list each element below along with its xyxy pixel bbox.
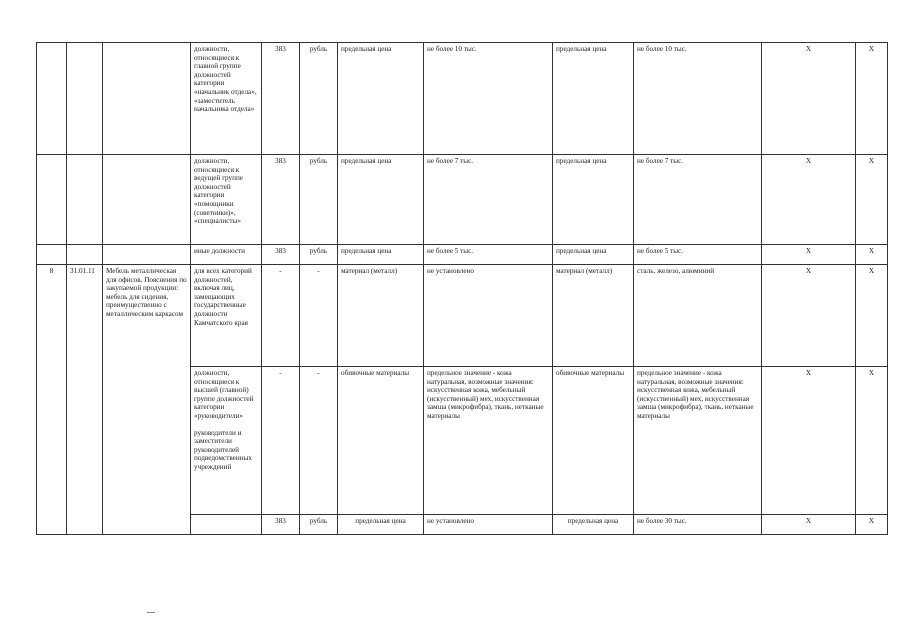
cell-num [37, 43, 67, 155]
cell-code [67, 43, 103, 155]
cell-value-2: не более 7 тыс. [634, 155, 762, 245]
cell-x-mark: X [762, 367, 856, 515]
table-row [37, 265, 888, 367]
cell-unit: рубль [300, 155, 338, 245]
cell-category: должности, относящиеся к ведущей группе должностей категории «помощники (советники)», «специалисты» [191, 155, 262, 245]
cell-value-2: не более 10 тыс. [634, 43, 762, 155]
cell-name [103, 43, 191, 155]
cell-x-mark: X [762, 245, 856, 265]
cell-name [103, 155, 191, 245]
cell-value: не более 5 тыс. [424, 245, 553, 265]
table-row [37, 155, 888, 245]
cell-unit: - [300, 265, 338, 367]
scan-artifact [147, 612, 155, 613]
cell-code [67, 155, 103, 245]
cell-x-mark-2: X [856, 245, 888, 265]
cell-characteristic: материал (металл) [338, 265, 424, 367]
cell-x-mark: X [762, 155, 856, 245]
cell-category: должности, относящиеся к главной группе должностей категории «начальник отдела», «заместитель начальника отдела» [191, 43, 262, 155]
cell-okei-code: 383 [262, 245, 300, 265]
category-text-2: руководители и заместители руководителей подведомственных учреждений [194, 428, 252, 471]
cell-unit: рубль [300, 515, 338, 535]
cell-value-2: не более 5 тыс. [634, 245, 762, 265]
cell-code: 31.01.11 [67, 265, 103, 535]
cell-characteristic: предельная цена [338, 155, 424, 245]
cell-category: для всех категорий должностей, включая лиц, замещающих государственные должности Камчатского края [191, 265, 262, 367]
cell-x-mark-2: X [856, 43, 888, 155]
cell-value: не более 7 тыс. [424, 155, 553, 245]
category-text: должности, относящиеся к высшей (главной) группе должностей категории «руководители» [194, 369, 254, 420]
cell-category [191, 515, 262, 535]
cell-x-mark-2: X [856, 515, 888, 535]
cell-category: иные должности [191, 245, 262, 265]
cell-num [37, 155, 67, 245]
cell-okei-code: 383 [262, 43, 300, 155]
cell-characteristic-2: обивочные материалы [553, 367, 634, 515]
spacer [194, 421, 258, 429]
cell-characteristic-2: предельная цена [553, 245, 634, 265]
requirements-table [36, 42, 888, 535]
cell-value-2: предельное значение - кожа натуральная, возможные значения: искусственная кожа, мебельный (искусственный) мех, искусственная замша (микрофибра), ткань, нетканые материалы [634, 367, 762, 515]
cell-okei-code: 383 [262, 515, 300, 535]
cell-characteristic-2: материал (металл) [553, 265, 634, 367]
cell-characteristic: предельная цена [338, 515, 424, 535]
cell-unit: рубль [300, 43, 338, 155]
cell-okei-code: - [262, 265, 300, 367]
cell-characteristic: обивочные материалы [338, 367, 424, 515]
cell-x-mark-2: X [856, 265, 888, 367]
cell-x-mark: X [762, 43, 856, 155]
cell-value-2: не более 30 тыс. [634, 515, 762, 535]
cell-value: не более 10 тыс. [424, 43, 553, 155]
table-row [37, 43, 888, 155]
cell-name [103, 245, 191, 265]
cell-unit: - [300, 367, 338, 515]
cell-x-mark: X [762, 265, 856, 367]
table-row [37, 245, 888, 265]
cell-characteristic: предельная цена [338, 43, 424, 155]
cell-value: не установлено [424, 265, 553, 367]
cell-value-2: сталь, железо, алюминий [634, 265, 762, 367]
cell-characteristic-2: предельная цена [553, 43, 634, 155]
cell-code [67, 245, 103, 265]
cell-name: Мебель металлическая для офисов. Пояснения по закупаемой продукции: мебель для сидения, преимущественно с металлическим каркасом [103, 265, 191, 535]
cell-category [191, 367, 262, 515]
cell-unit: рубль [300, 245, 338, 265]
cell-x-mark-2: X [856, 155, 888, 245]
cell-num [37, 245, 67, 265]
cell-okei-code: - [262, 367, 300, 515]
cell-characteristic: предельная цена [338, 245, 424, 265]
cell-num: 8 [37, 265, 67, 535]
cell-characteristic-2: предельная цена [553, 155, 634, 245]
cell-value: предельное значение - кожа натуральная, возможные значения: искусственная кожа, мебельный (искусственный) мех, искусственная замша (микрофибра), ткань, нетканые материалы [424, 367, 553, 515]
cell-characteristic-2: предельная цена [553, 515, 634, 535]
cell-x-mark: X [762, 515, 856, 535]
cell-x-mark-2: X [856, 367, 888, 515]
cell-value: не установлено [424, 515, 553, 535]
cell-okei-code: 383 [262, 155, 300, 245]
